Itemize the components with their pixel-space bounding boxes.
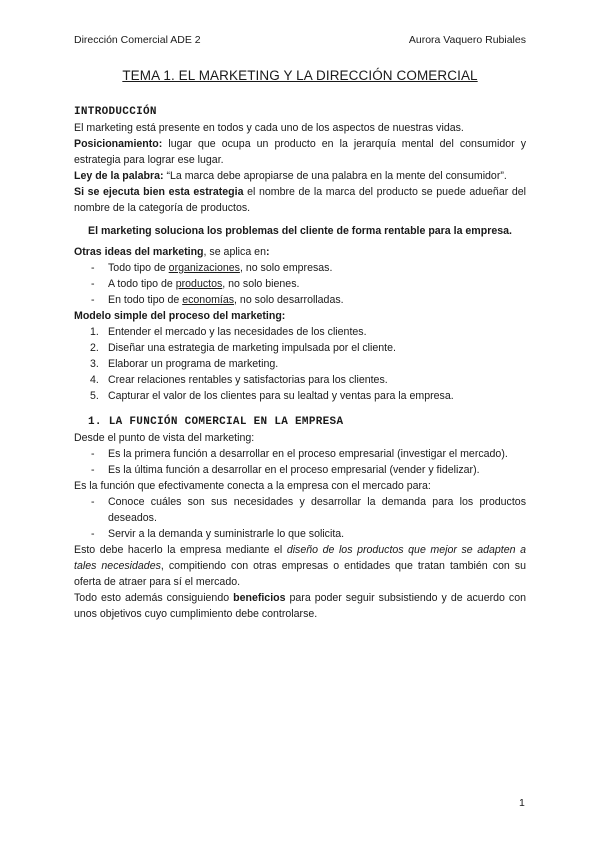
estrategia-label: Si se ejecuta bien esta estrategia xyxy=(74,186,244,198)
page-title: TEMA 1. EL MARKETING Y LA DIRECCIÓN COMERCIAL xyxy=(122,68,478,83)
funcion-list-2 xyxy=(74,494,526,542)
paragraph-text: para poder seguir subsistiendo y de acuerdo con unos objetivos cuyo cumplimiento debe controlarse. xyxy=(74,592,526,620)
list-item-text: Elaborar un programa de marketing. xyxy=(108,358,279,370)
list-item xyxy=(74,462,526,478)
list-item-text: Todo tipo de xyxy=(108,262,169,274)
list-number: 5. xyxy=(90,390,99,402)
posicionamiento-label: Posicionamiento: xyxy=(74,138,163,150)
list-item-text: A todo tipo de xyxy=(108,278,176,290)
dash-marker: - xyxy=(91,294,95,306)
list-item-text: , no solo bienes. xyxy=(222,278,300,290)
list-item xyxy=(74,260,526,276)
list-item xyxy=(74,324,526,340)
dash-marker: - xyxy=(91,262,95,274)
modelo-list xyxy=(74,324,526,404)
list-item-text: Crear relaciones rentables y satisfactorias para los clientes. xyxy=(108,374,388,386)
header-author: Aurora Vaquero Rubiales xyxy=(408,34,526,46)
header-course: Dirección Comercial ADE 2 xyxy=(74,34,201,46)
posicionamiento-text: lugar que ocupa un producto en la jerarquía mental del consumidor y estrategia para lograr ese lugar. xyxy=(74,138,526,166)
list-item-text: Conoce cuáles son sus necesidades y desarrollar la demanda para los productos deseados. xyxy=(108,496,526,524)
highlight-statement: El marketing soluciona los problemas del cliente de forma rentable para la empresa. xyxy=(88,225,512,237)
underlined-term: organizaciones xyxy=(168,262,240,274)
otras-ideas-paragraph xyxy=(74,244,526,260)
otras-ideas-text: , se aplica en xyxy=(203,246,266,258)
list-item xyxy=(74,340,526,356)
dash-marker: - xyxy=(91,464,95,476)
page-header xyxy=(74,34,526,48)
underlined-term: economías xyxy=(182,294,235,306)
list-number: 4. xyxy=(90,374,99,386)
dash-marker: - xyxy=(91,496,95,508)
list-item-text: , no solo desarrolladas. xyxy=(234,294,344,306)
section-1-paragraph-3 xyxy=(74,542,526,590)
list-item xyxy=(74,292,526,308)
funcion-list-1 xyxy=(74,446,526,478)
posicionamiento-paragraph xyxy=(74,136,526,168)
otras-ideas-list xyxy=(74,260,526,308)
ley-label: Ley de la palabra: xyxy=(74,170,164,182)
paragraph-text: Esto debe hacerlo la empresa mediante el xyxy=(74,544,287,556)
list-item-text: Es la última función a desarrollar en el proceso empresarial (vender y fidelizar). xyxy=(108,464,480,476)
ley-paragraph xyxy=(74,168,526,184)
italic-phrase: diseño de los productos que mejor se adapten a tales necesidades xyxy=(74,544,526,572)
paragraph-text: Todo esto además consiguiendo xyxy=(74,592,234,604)
dash-marker: - xyxy=(91,278,95,290)
ley-text: “La marca debe apropiarse de una palabra en la mente del consumidor”. xyxy=(163,170,507,182)
section-1-paragraph-4 xyxy=(74,590,526,622)
bold-term: beneficios xyxy=(233,592,286,604)
list-item xyxy=(74,494,526,526)
otras-ideas-colon: : xyxy=(265,246,270,258)
list-item xyxy=(74,276,526,292)
section-1-heading: 1. LA FUNCIÓN COMERCIAL EN LA EMPRESA xyxy=(88,416,344,428)
modelo-heading: Modelo simple del proceso del marketing: xyxy=(74,310,286,322)
list-item-text: , no solo empresas. xyxy=(239,262,333,274)
estrategia-text: el nombre de la marca del producto se puede adueñar del nombre de la categoría de productos. xyxy=(74,186,526,214)
document-body xyxy=(74,104,526,622)
dash-marker: - xyxy=(91,528,95,540)
estrategia-paragraph xyxy=(74,184,526,216)
otras-ideas-label: Otras ideas del marketing xyxy=(74,246,204,258)
underlined-term: productos xyxy=(175,278,223,290)
list-item-text: Es la primera función a desarrollar en el proceso empresarial (investigar el mercado). xyxy=(108,448,508,460)
list-item-text: Diseñar una estrategia de marketing impulsada por el cliente. xyxy=(108,342,396,354)
list-number: 1. xyxy=(90,326,99,338)
page-number: 1 xyxy=(519,797,525,809)
list-number: 3. xyxy=(90,358,99,370)
list-item-text: Servir a la demanda y suministrarle lo que solicita. xyxy=(108,528,345,540)
paragraph-text: , compitiendo con otras empresas o entidades que tratan también con su oferta de atraer para sí el mercado. xyxy=(74,560,526,588)
list-item xyxy=(74,526,526,542)
dash-marker: - xyxy=(91,448,95,460)
list-item xyxy=(74,372,526,388)
intro-paragraph-1: El marketing está presente en todos y cada uno de los aspectos de nuestras vidas. xyxy=(74,122,464,134)
list-item-text: Capturar el valor de los clientes para su lealtad y ventas para la empresa. xyxy=(108,390,454,402)
section-1-paragraph-1: Desde el punto de vista del marketing: xyxy=(74,432,255,444)
list-item xyxy=(74,356,526,372)
section-1-paragraph-2: Es la función que efectivamente conecta a la empresa con el mercado para: xyxy=(74,480,431,492)
list-item xyxy=(74,446,526,462)
intro-heading: INTRODUCCIÓN xyxy=(74,106,157,118)
list-number: 2. xyxy=(90,342,99,354)
list-item-text: En todo tipo de xyxy=(108,294,183,306)
list-item-text: Entender el mercado y las necesidades de los clientes. xyxy=(108,326,367,338)
list-item xyxy=(74,388,526,404)
